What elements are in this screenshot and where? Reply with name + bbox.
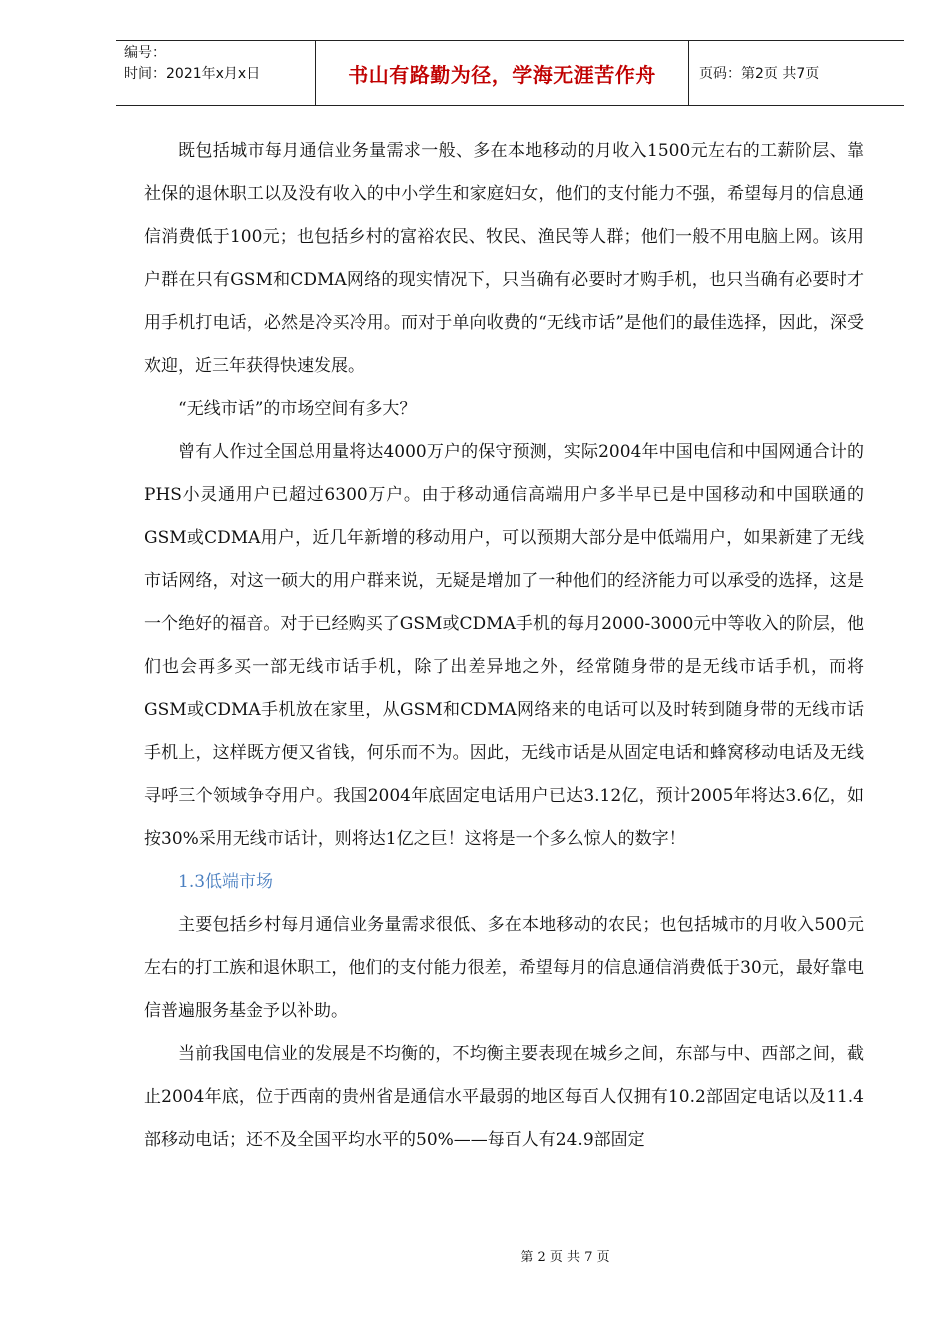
header-meta — [116, 41, 316, 105]
header-motto: 书山有路勤为径，学海无涯苦作舟 — [316, 41, 689, 105]
paragraph: 既包括城市每月通信业务量需求一般、多在本地移动的月收入1500元左右的工薪阶层、靠社保的退休职工以及没有收入的中小学生和家庭妇女，他们的支付能力不强，希望每月的信息通信消费低于100元；也包括乡村的富裕农民、牧民、渔民等人群；他们一般不用电脑上网。该用户群在只有GSM和CDMA网络的现实情况下，只当确有必要时才购手机，也只当确有必要时才用手机打电话，必然是冷买冷用。而对于单向收费的“无线市话”是他们的最佳选择，因此，深受欢迎，近三年获得快速发展。 — [144, 141, 864, 376]
footer-page-number: 第 2 页 共 7 页 — [520, 1250, 610, 1265]
date-label: 时间：2021年x月x日 — [124, 66, 261, 82]
document-body — [144, 130, 864, 1162]
page-footer — [0, 1246, 950, 1265]
paragraph: 当前我国电信业的发展是不均衡的，不均衡主要表现在城乡之间，东部与中、西部之间，截止2004年底，位于西南的贵州省是通信水平最弱的地区每百人仅拥有10.2部固定电话以及11.4部移动电话；还不及全国平均水平的50%——每百人有24.9部固定 — [144, 1044, 864, 1150]
paragraph: 曾有人作过全国总用量将达4000万户的保守预测，实际2004年中国电信和中国网通合计的PHS小灵通用户已超过6300万户。由于移动通信高端用户多半早已是中国移动和中国联通的GSM或CDMA用户，近几年新增的移动用户，可以预期大部分是中低端用户，如果新建了无线市话网络，对这一硕大的用户群来说，无疑是增加了一种他们的经济能力可以承受的选择，这是一个绝好的福音。对于已经购买了GSM或CDMA手机的每月2000-3000元中等收入的阶层，他们也会再多买一部无线市话手机，除了出差异地之外，经常随身带的是无线市话手机，而将GSM或CDMA手机放在家里，从GSM和CDMA网络来的电话可以及时转到随身带的无线市话手机上，这样既方便又省钱，何乐而不为。因此，无线市话是从固定电话和蜂窝移动电话及无线寻呼三个领域争夺用户。我国2004年底固定电话用户已达3.12亿，预计2005年将达3.6亿，如按30%采用无线市话计，则将达1亿之巨！这将是一个多么惊人的数字！ — [144, 442, 864, 849]
number-label: 编号： — [124, 45, 166, 61]
page-header — [116, 40, 904, 106]
section-heading: 1.3低端市场 — [178, 872, 274, 892]
paragraph: 主要包括乡村每月通信业务量需求很低、多在本地移动的农民；也包括城市的月收入500元左右的打工族和退休职工，他们的支付能力很差，希望每月的信息通信消费低于30元，最好靠电信普遍服务基金予以补助。 — [144, 915, 864, 1021]
header-page-number: 页码：第2页 共7页 — [699, 66, 820, 82]
paragraph: “无线市话”的市场空间有多大？ — [178, 399, 417, 419]
